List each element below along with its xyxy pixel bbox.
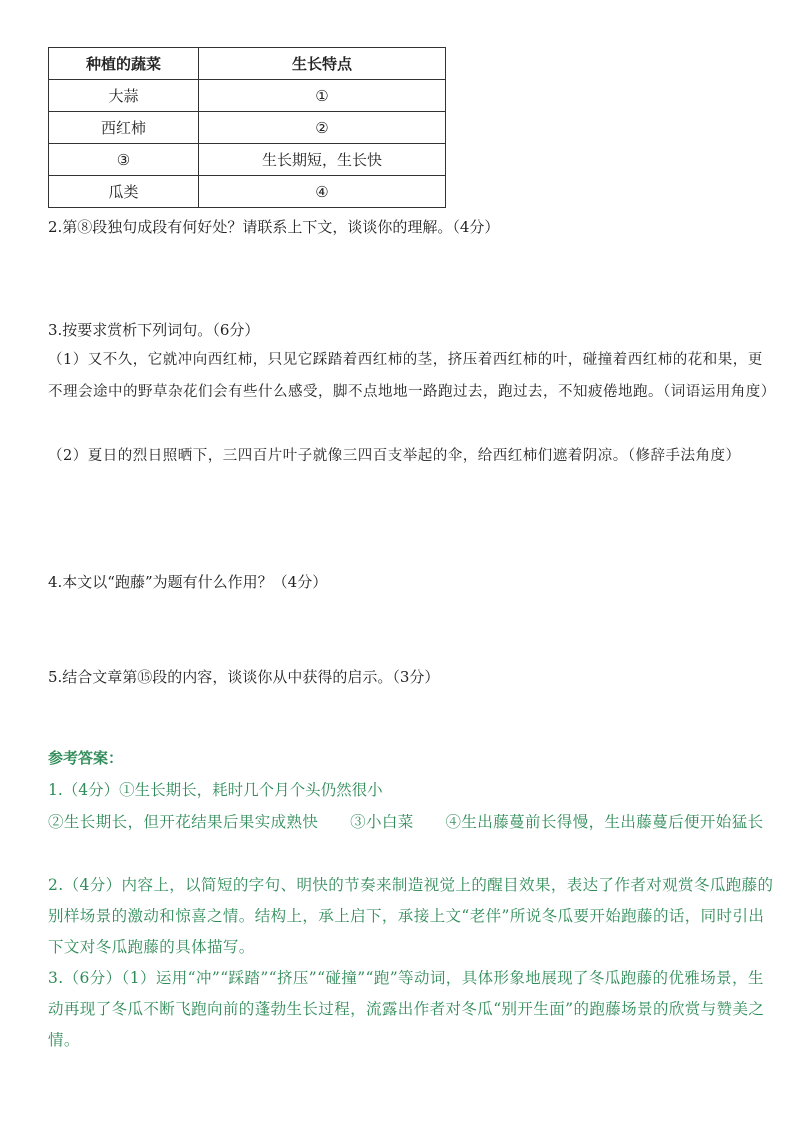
question-5: 5.结合文章第⑮段的内容，谈谈你从中获得的启示。（3分）: [48, 668, 440, 686]
table-cell: ③: [49, 144, 199, 176]
table-cell: 大蒜: [49, 80, 199, 112]
table-header: 种植的蔬菜: [49, 48, 199, 80]
answer-3: 3.（6分）（1）运用“冲”“踩踏”“挤压”“碰撞”“跑”等动词，具体形象地展现了冬瓜跑藤的优雅场景，生动再现了冬瓜不断飞跑向前的蓬勃生长过程，流露出作者对冬瓜“别开生面”的跑藤场景的欣赏与赞美之情。: [48, 969, 765, 1049]
table-cell: 西红柿: [49, 112, 199, 144]
question-3-part-2: （2）夏日的烈日照晒下，三四百片叶子就像三四百支举起的伞，给西红柿们遮着阴凉。（修辞手法角度）: [48, 448, 741, 464]
answer-title: 参考答案：: [48, 749, 124, 767]
table-header-row: [49, 48, 446, 80]
table-row: [49, 80, 446, 112]
table-row: [49, 176, 446, 208]
question-2: 2.第⑧段独句成段有何好处？请联系上下文，谈谈你的理解。（4分）: [48, 218, 500, 236]
question-4: 4.本文以“跑藤”为题有什么作用？（4分）: [48, 573, 328, 591]
table-cell: 生长期短，生长快: [199, 144, 446, 176]
vegetable-table: [48, 47, 446, 208]
table-row: [49, 112, 446, 144]
answer-2: 2.（4分）内容上，以简短的字句、明快的节奏来制造视觉上的醒目效果，表达了作者对观赏冬瓜跑藤的别样场景的激动和惊喜之情。结构上，承上启下，承接上文“老伴”所说冬瓜要开始跑藤的话，同时引出下文对冬瓜跑藤的具体描写。: [48, 876, 774, 956]
table-cell: ④: [199, 176, 446, 208]
question-3-part-1: （1）又不久，它就冲向西红柿，只见它踩踏着西红柿的茎，挤压着西红柿的叶，碰撞着西红柿的花和果，更不理会途中的野草杂花们会有些什么感受，脚不点地地一路跑过去，跑过去，不知疲倦地跑。（词语运用角度）: [48, 352, 776, 400]
answer-1-line-1: 1.（4分）①生长期长，耗时几个月个头仍然很小: [48, 781, 383, 799]
table-cell: 瓜类: [49, 176, 199, 208]
table-row: [49, 144, 446, 176]
table-cell: ②: [199, 112, 446, 144]
question-3: 3.按要求赏析下列词句。（6分）: [48, 321, 260, 339]
answer-1-line-2: ②生长期长，但开花结果后果实成熟快 ③小白菜 ④生出藤蔓前长得慢，生出藤蔓后便开始猛长: [48, 813, 764, 831]
table-cell: ①: [199, 80, 446, 112]
table-header: 生长特点: [199, 48, 446, 80]
